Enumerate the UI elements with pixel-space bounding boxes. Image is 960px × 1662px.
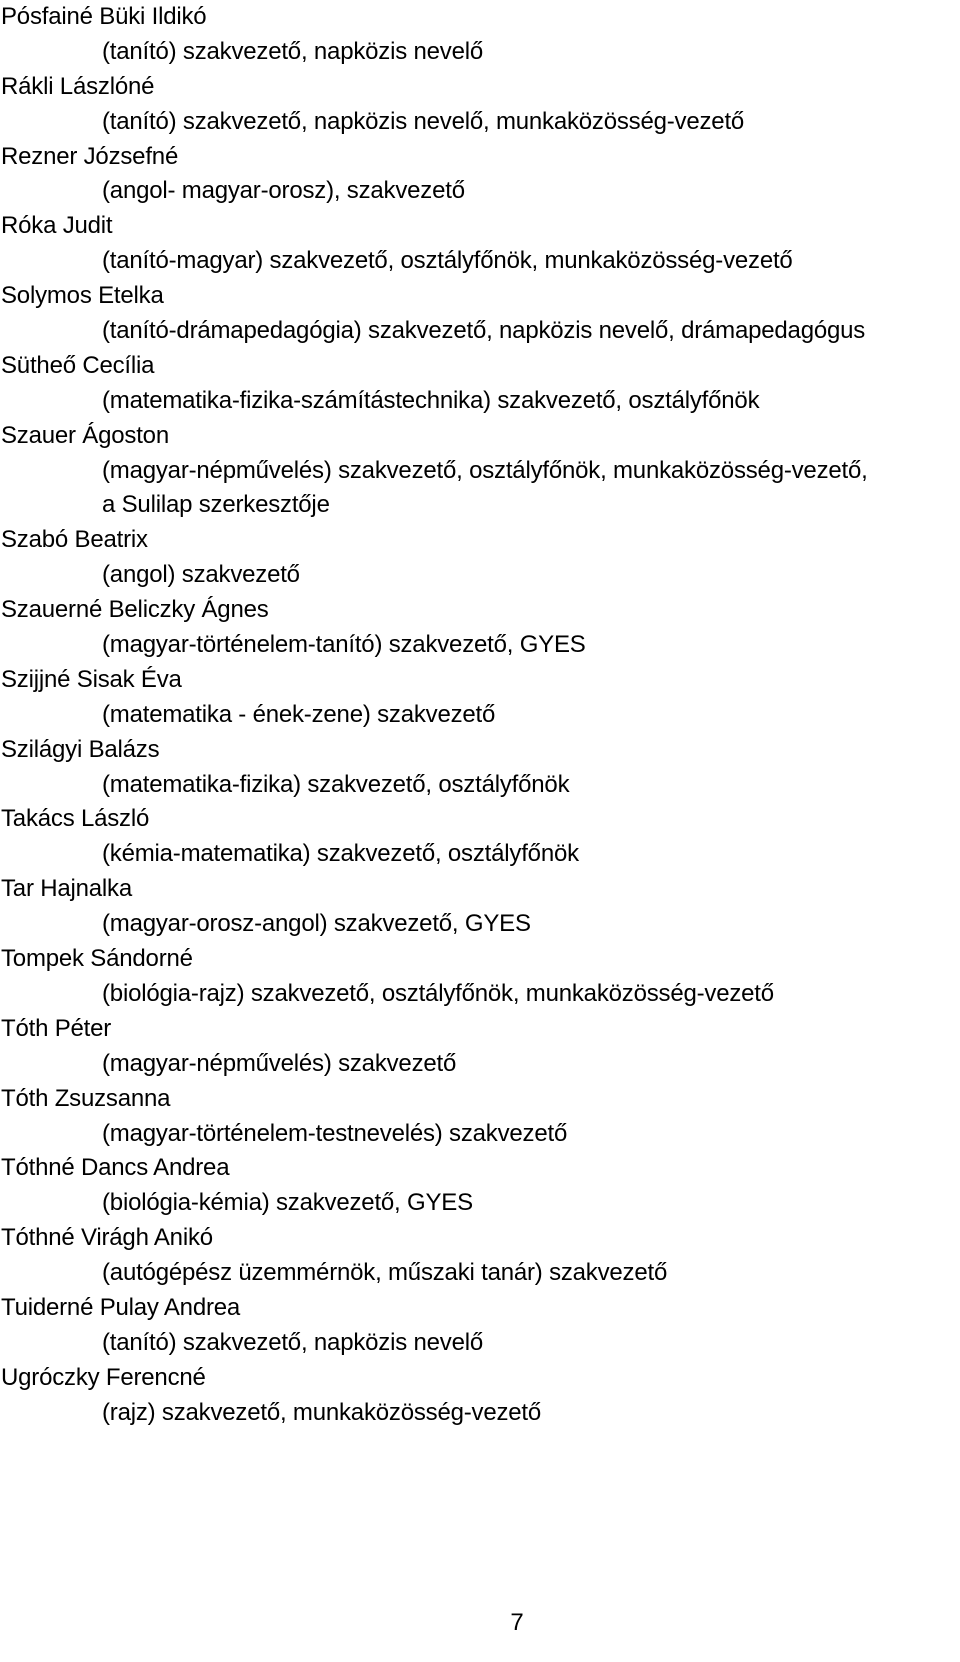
- staff-entry: [0, 593, 960, 663]
- staff-name: Pósfainé Büki Ildikó: [1, 3, 207, 30]
- staff-name: Tóthné Virágh Anikó: [1, 1224, 213, 1252]
- staff-role-description: (rajz) szakvezető, munkaközösség-vezető: [102, 1398, 542, 1426]
- staff-role-description: (matematika - ének-zene) szakvezető: [102, 700, 496, 728]
- staff-entry: [0, 733, 960, 803]
- staff-name: Róka Judit: [1, 212, 113, 240]
- staff-role-description: (biológia-rajz) szakvezető, osztályfőnök, munkaközösség-vezető: [102, 979, 774, 1007]
- staff-name: Tar Hajnalka: [1, 875, 132, 903]
- staff-entry: [0, 1291, 960, 1361]
- staff-entry: [0, 523, 960, 593]
- staff-name: Tóth Zsuzsanna: [1, 1084, 171, 1112]
- staff-entry: [0, 349, 960, 419]
- staff-role-description: (magyar-történelem-tanító) szakvezető, GYES: [102, 631, 586, 659]
- staff-name: Ugróczky Ferencné: [1, 1363, 206, 1391]
- staff-name: Tóth Péter: [1, 1014, 112, 1042]
- staff-entry: [0, 1221, 960, 1291]
- staff-role-description: (magyar-népművelés) szakvezető: [102, 1049, 457, 1077]
- staff-entry: [0, 0, 960, 70]
- staff-name: Tompek Sándorné: [1, 945, 193, 973]
- staff-entry: [0, 872, 960, 942]
- staff-role-description: (autógépész üzemmérnök, műszaki tanár) szakvezető: [102, 1259, 668, 1287]
- staff-entry: [0, 1082, 960, 1152]
- staff-entry: [0, 1361, 960, 1431]
- staff-name: Szauerné Beliczky Ágnes: [1, 596, 269, 624]
- staff-name: Rákli Lászlóné: [1, 72, 155, 100]
- staff-entry: [0, 663, 960, 733]
- staff-entry: [0, 942, 960, 1012]
- staff-role-description: (magyar-történelem-testnevelés) szakvezető: [102, 1119, 568, 1147]
- staff-name: Szilágyi Balázs: [1, 735, 160, 763]
- page-number: 7: [510, 1609, 524, 1636]
- staff-role-description: (tanító) szakvezető, napközis nevelő, munkaközösség-vezető: [102, 107, 745, 135]
- staff-entry: [0, 419, 960, 524]
- staff-name: Sütheő Cecília: [1, 351, 155, 379]
- staff-entry: [0, 70, 960, 140]
- staff-name: Takács László: [1, 805, 150, 833]
- staff-role-description: (matematika-fizika) szakvezető, osztályfőnök: [102, 770, 570, 798]
- staff-role-description: (angol) szakvezető: [102, 561, 300, 589]
- staff-role-description: (kémia-matematika) szakvezető, osztályfőnök: [102, 840, 579, 868]
- staff-entry: [0, 802, 960, 872]
- staff-role-description: (tanító) szakvezető, napközis nevelő: [102, 37, 484, 65]
- staff-name: Solymos Etelka: [1, 282, 164, 310]
- staff-entry: [0, 279, 960, 349]
- staff-name: Szauer Ágoston: [1, 421, 169, 449]
- staff-role-description: (angol- magyar-orosz), szakvezető: [102, 177, 465, 205]
- staff-role-description: (biológia-kémia) szakvezető, GYES: [102, 1189, 473, 1217]
- staff-role-description: (tanító-magyar) szakvezető, osztályfőnök, munkaközösség-vezető: [102, 247, 793, 275]
- staff-entry: [0, 1151, 960, 1221]
- staff-entry: [0, 209, 960, 279]
- staff-role-description: (tanító-drámapedagógia) szakvezető, napközis nevelő, drámapedagógus: [102, 317, 866, 345]
- staff-role-description: (magyar-orosz-angol) szakvezető, GYES: [102, 910, 531, 938]
- staff-name: Tuiderné Pulay Andrea: [1, 1293, 241, 1321]
- staff-entry: [0, 1012, 960, 1082]
- staff-entry: [0, 140, 960, 210]
- staff-name: Szijjné Sisak Éva: [1, 665, 182, 693]
- staff-role-description: (matematika-fizika-számítástechnika) szakvezető, osztályfőnök: [102, 386, 760, 414]
- staff-name: Rezner Józsefné: [1, 142, 179, 170]
- staff-role-description: (tanító) szakvezető, napközis nevelő: [102, 1328, 484, 1356]
- staff-name: Tóthné Dancs Andrea: [1, 1154, 230, 1182]
- staff-role-description: (magyar-népművelés) szakvezető, osztályfőnök, munkaközösség-vezető,: [102, 456, 868, 484]
- staff-name: Szabó Beatrix: [1, 526, 148, 554]
- staff-role-description: a Sulilap szerkesztője: [102, 491, 330, 519]
